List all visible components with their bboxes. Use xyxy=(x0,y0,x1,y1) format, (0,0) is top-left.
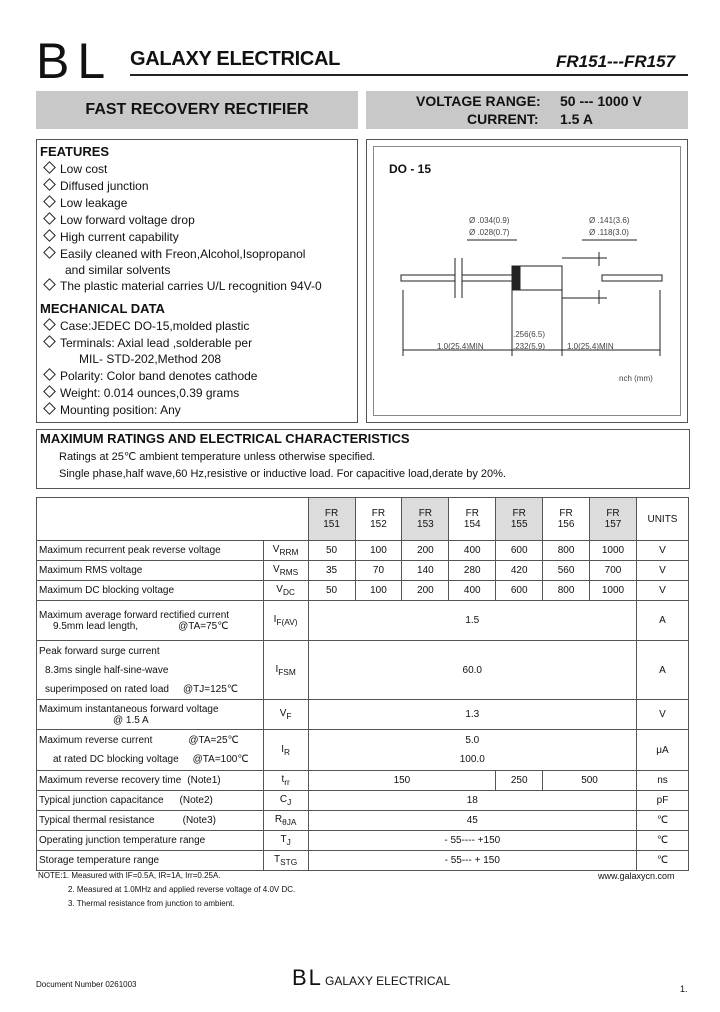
feature-item: Low leakage xyxy=(45,196,127,210)
footer-company: GALAXY ELECTRICAL xyxy=(325,974,451,988)
table-cell: 250 xyxy=(496,771,543,791)
dim-lead-diameter-max: Ø .034(0.9) xyxy=(469,216,510,225)
ratings-header-box xyxy=(36,429,690,489)
table-cell: 35 xyxy=(308,561,355,581)
diode-outline-drawing xyxy=(367,140,687,422)
table-cell: 1000 xyxy=(590,541,637,561)
table-cell: 400 xyxy=(449,581,496,601)
mechanical-item: Mounting position: Any xyxy=(45,403,181,417)
unit-cell: A xyxy=(636,601,688,641)
unit-cell: ℃ xyxy=(636,831,688,851)
mechanical-item-continuation: MIL- STD-202,Method 208 xyxy=(79,352,222,366)
dim-lead-diameter-min: Ø .028(0.7) xyxy=(469,228,510,237)
table-cell: - 55--- + 150 xyxy=(308,851,636,871)
unit-cell: V xyxy=(636,561,688,581)
param-label: Typical thermal resistance (Note3) xyxy=(37,811,264,831)
mechanical-item: Weight: 0.014 ounces,0.39 grams xyxy=(45,386,239,400)
mechanical-item: Terminals: Axial lead ,solderable per xyxy=(45,336,252,350)
diamond-bullet-icon xyxy=(43,161,56,174)
table-cell: 50 xyxy=(308,581,355,601)
table-row xyxy=(37,541,689,561)
feature-item: Easily cleaned with Freon,Alcohol,Isopropanol xyxy=(45,247,305,261)
model-header: FR 152 xyxy=(355,498,402,541)
model-header: FR 157 xyxy=(590,498,637,541)
param-label: Maximum RMS voltage xyxy=(37,561,264,581)
table-cell: 1.5 xyxy=(308,601,636,641)
table-cell: - 55---- +150 xyxy=(308,831,636,851)
param-label: Maximum instantaneous forward voltage @ 1.5 A xyxy=(37,700,264,730)
document-number: Document Number 0261003 xyxy=(36,980,137,989)
diamond-bullet-icon xyxy=(43,229,56,242)
table-cell: 420 xyxy=(496,561,543,581)
table-row xyxy=(37,730,689,771)
param-symbol: $I_{FSM}$ xyxy=(263,641,308,700)
model-header: FR 154 xyxy=(449,498,496,541)
feature-item: High current capability xyxy=(45,230,179,244)
param-label: Maximum DC blocking voltage xyxy=(37,581,264,601)
param-symbol: $V_{RRM}$ xyxy=(263,541,308,561)
ratings-table xyxy=(36,497,689,871)
diamond-bullet-icon xyxy=(43,212,56,225)
table-cell: 600 xyxy=(496,541,543,561)
note-3: 3. Thermal resistance from junction to ambient. xyxy=(68,899,235,908)
table-cell: 45 xyxy=(308,811,636,831)
note-1: NOTE:1. Measured with IF=0.5A, IR=1A, Irr=0.25A. xyxy=(38,871,221,880)
website-link[interactable]: www.galaxycn.com xyxy=(598,871,675,881)
mechanical-item: Polarity: Color band denotes cathode xyxy=(45,369,257,383)
table-cell: 600 xyxy=(496,581,543,601)
ratings-condition-line: Single phase,half wave,60 Hz,resistive or inductive load. For capacitive load,derate by 20%. xyxy=(59,468,506,480)
table-row xyxy=(37,771,689,791)
table-cell: 560 xyxy=(543,561,590,581)
diamond-bullet-icon xyxy=(43,278,56,291)
param-label: Typical junction capacitance (Note2) xyxy=(37,791,264,811)
model-header: FR 151 xyxy=(308,498,355,541)
unit-cell: A xyxy=(636,641,688,700)
package-drawing-box xyxy=(366,139,688,423)
table-cell: 100 xyxy=(355,541,402,561)
table-cell: 800 xyxy=(543,581,590,601)
unit-cell: V xyxy=(636,541,688,561)
feature-item: The plastic material carries U/L recognition 94V-0 xyxy=(45,279,322,293)
table-cell: 60.0 xyxy=(308,641,636,700)
table-row xyxy=(37,561,689,581)
diamond-bullet-icon xyxy=(43,402,56,415)
feature-item: Diffused junction xyxy=(45,179,149,193)
current-label: CURRENT: xyxy=(467,111,539,127)
diamond-bullet-icon xyxy=(43,195,56,208)
table-cell: 200 xyxy=(402,541,449,561)
voltage-range-value: 50 --- 1000 V xyxy=(560,93,642,109)
table-cell: 500 xyxy=(543,771,637,791)
feature-item-continuation: and similar solvents xyxy=(65,263,171,277)
header-rule xyxy=(130,74,688,76)
param-label: Maximum reverse current @TA=25℃ at rated DC blocking voltage @TA=100℃ xyxy=(37,730,264,771)
dim-body-diameter-min: Ø .118(3.0) xyxy=(589,228,629,237)
param-symbol: $t_{rr}$ xyxy=(263,771,308,791)
diamond-bullet-icon xyxy=(43,335,56,348)
model-header: FR 153 xyxy=(402,498,449,541)
param-label: Operating junction temperature range xyxy=(37,831,264,851)
features-heading: FEATURES xyxy=(40,144,110,159)
table-cell: 200 xyxy=(402,581,449,601)
table-row xyxy=(37,700,689,730)
page-number: 1. xyxy=(680,984,688,994)
param-label: Maximum reverse recovery time (Note1) xyxy=(37,771,264,791)
ratings-condition-line: Ratings at 25℃ ambient temperature unless otherwise specified. xyxy=(59,451,376,463)
table-row xyxy=(37,851,689,871)
mechanical-item: Case:JEDEC DO-15,molded plastic xyxy=(45,319,249,333)
diamond-bullet-icon xyxy=(43,385,56,398)
unit-cell: ℃ xyxy=(636,811,688,831)
units-header: UNITS xyxy=(636,498,688,541)
diamond-bullet-icon xyxy=(43,368,56,381)
unit-cell: pF xyxy=(636,791,688,811)
table-cell: 50 xyxy=(308,541,355,561)
rating-summary-bar xyxy=(366,91,688,129)
dim-right-lead-length: 1.0(25.4)MIN xyxy=(567,342,614,351)
param-label: Maximum average forward rectified current 9.5mm lead length, @TA=75℃ xyxy=(37,601,264,641)
dim-body-length-max: .256(6.5) xyxy=(513,330,546,339)
param-symbol: $C_J$ xyxy=(263,791,308,811)
param-symbol: $V_{DC}$ xyxy=(263,581,308,601)
table-cell: 5.0 100.0 xyxy=(308,730,636,771)
dim-left-lead-length: 1.0(25.4)MIN xyxy=(437,342,484,351)
diamond-bullet-icon xyxy=(43,246,56,259)
table-cell: 100 xyxy=(355,581,402,601)
ratings-heading: MAXIMUM RATINGS AND ELECTRICAL CHARACTERISTICS xyxy=(40,431,410,446)
unit-cell: V xyxy=(636,700,688,730)
table-cell: 1000 xyxy=(590,581,637,601)
diamond-bullet-icon xyxy=(43,178,56,191)
unit-cell: V xyxy=(636,581,688,601)
param-label: Peak forward surge current 8.3ms single half-sine-wave superimposed on rated load @TJ=125℃ xyxy=(37,641,264,700)
table-header-row xyxy=(37,498,689,541)
voltage-range-label: VOLTAGE RANGE: xyxy=(416,93,541,109)
param-symbol: $V_F$ xyxy=(263,700,308,730)
note-2: 2. Measured at 1.0MHz and applied reverse voltage of 4.0V DC. xyxy=(68,885,296,894)
feature-item: Low cost xyxy=(45,162,107,176)
dim-body-diameter-max: Ø .141(3.6) xyxy=(589,216,630,225)
table-row xyxy=(37,791,689,811)
param-symbol: $R_{\theta JA}$ xyxy=(263,811,308,831)
diamond-bullet-icon xyxy=(43,318,56,331)
product-title-bar xyxy=(36,91,358,129)
table-cell: 280 xyxy=(449,561,496,581)
table-row xyxy=(37,811,689,831)
feature-item: Low forward voltage drop xyxy=(45,213,195,227)
param-symbol: $T_{STG}$ xyxy=(263,851,308,871)
param-label: Maximum recurrent peak reverse voltage xyxy=(37,541,264,561)
features-box xyxy=(36,139,358,423)
param-symbol: $T_J$ xyxy=(263,831,308,851)
table-row xyxy=(37,831,689,851)
model-header: FR 156 xyxy=(543,498,590,541)
company-logo: BL xyxy=(36,33,114,89)
package-name: DO - 15 xyxy=(389,162,432,176)
mechanical-heading: MECHANICAL DATA xyxy=(40,301,165,316)
table-cell: 18 xyxy=(308,791,636,811)
param-symbol: $V_{RMS}$ xyxy=(263,561,308,581)
table-row xyxy=(37,581,689,601)
param-symbol: $I_{F(AV)}$ xyxy=(263,601,308,641)
dim-body-length-min: .232(5.9) xyxy=(513,342,546,351)
param-label: Storage temperature range xyxy=(37,851,264,871)
table-cell: 70 xyxy=(355,561,402,581)
unit-cell: ℃ xyxy=(636,851,688,871)
table-cell: 700 xyxy=(590,561,637,581)
table-cell: 140 xyxy=(402,561,449,581)
unit-cell: ns xyxy=(636,771,688,791)
table-cell: 400 xyxy=(449,541,496,561)
unit-cell: μA xyxy=(636,730,688,771)
dimension-units: nch (mm) xyxy=(619,374,653,383)
table-cell: 800 xyxy=(543,541,590,561)
part-number-range: FR151---FR157 xyxy=(556,52,676,71)
company-name: GALAXY ELECTRICAL xyxy=(130,48,341,70)
footer-logo: BL xyxy=(292,965,323,990)
table-row xyxy=(37,641,689,700)
table-cell: 150 xyxy=(308,771,496,791)
table-row xyxy=(37,601,689,641)
param-symbol: $I_R$ xyxy=(263,730,308,771)
product-title: FAST RECOVERY RECTIFIER xyxy=(85,101,309,118)
model-header: FR 155 xyxy=(496,498,543,541)
table-cell: 1.3 xyxy=(308,700,636,730)
current-value: 1.5 A xyxy=(560,111,593,127)
